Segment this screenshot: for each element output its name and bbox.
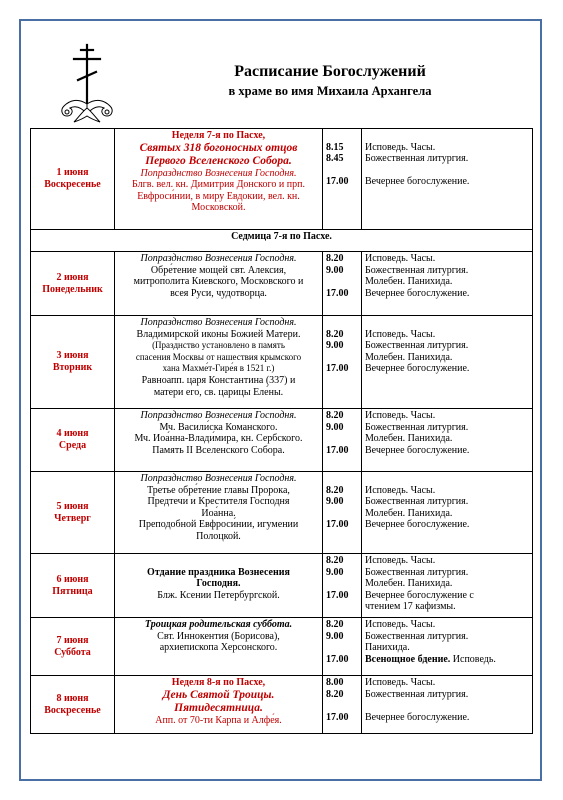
day-row [31, 252, 533, 316]
feast-line: Неделя 8-я по Пасхе, [171, 677, 266, 688]
services-cell [362, 676, 533, 734]
feast-line: Предтечи и Крестителя Господня [147, 496, 290, 508]
service-time [326, 508, 358, 520]
service-name: Вечернее богослужение. [365, 519, 470, 531]
feast-cell [115, 252, 323, 316]
service-time: 17.00 [326, 589, 349, 601]
week-divider-row [31, 230, 533, 252]
date-label: 8 июня [56, 692, 89, 704]
service-name: Вечернее богослужение. [365, 363, 470, 375]
service-time: 8.20 [326, 484, 344, 496]
service-time [326, 473, 358, 485]
weekday-label: Среда [58, 440, 87, 451]
service-name-bold: Всенощное бдение. [365, 653, 451, 665]
feast-line: Попразднство Вознесения Господня. [140, 317, 297, 328]
times-cell [323, 129, 362, 230]
feast-line: Евфроси́нии, в миру Евдокии, вел. кн. [137, 190, 300, 202]
service-name: Божественная литургия. [365, 153, 469, 165]
feast-line: Неделя 7-я по Пасхе, [171, 130, 266, 141]
feast-line: Мч. Иоа́нна-Влади́мира, кн. Сербского. [134, 433, 303, 445]
service-name: Вечернее богослужение. [365, 287, 470, 299]
service-name [365, 473, 529, 485]
services-cell [362, 554, 533, 618]
service-time [326, 130, 358, 142]
page-subtitle: в храме во имя Михаила Архангела [228, 84, 432, 98]
feast-line: Первого Вселенского Собора. [145, 154, 292, 167]
times-cell [323, 676, 362, 734]
feast-line: спасения Москвы от нашествия крымского [135, 351, 302, 362]
date-label: 3 июня [56, 350, 89, 362]
date-cell [31, 676, 115, 734]
feast-line: День Святой Троицы. [162, 688, 275, 701]
service-name: Молебен. Панихида. [365, 276, 453, 288]
times-cell [323, 618, 362, 676]
service-time: 8.20 [326, 619, 344, 630]
feast-cell [115, 554, 323, 618]
weekday-label: Воскресенье [44, 179, 101, 190]
feast-line: Московской. [191, 202, 246, 214]
date-cell [31, 129, 115, 230]
service-name [365, 654, 529, 666]
feast-line [118, 555, 319, 567]
feast-line: матери его, св. царицы Еле́ны. [153, 386, 284, 398]
services-cell [362, 129, 533, 230]
feast-line: Иоа́нна. [201, 507, 236, 519]
feast-line: Попразднство Вознесения Господня. [140, 473, 297, 484]
service-time: 9.00 [326, 340, 344, 352]
day-row [31, 618, 533, 676]
feast-line: Апп. от 70-ти Карпа и Алфе́я. [155, 714, 282, 726]
date-cell [31, 554, 115, 618]
service-time: 9.00 [326, 496, 344, 508]
weekday-label: Четверг [54, 512, 91, 524]
times-cell [323, 316, 362, 409]
feast-line: Мч. Васили́ска Команского. [159, 421, 278, 433]
feast-line: Отдание праздника Вознесения [147, 566, 290, 578]
feast-line: Третье обре́тение главы Пророка, [147, 484, 290, 496]
service-name: Божественная литургия. [365, 688, 469, 700]
service-time: 8.00 [326, 677, 344, 688]
service-name: Божественная литургия. [365, 630, 469, 642]
service-name: Исповедь. Часы. [365, 141, 436, 153]
orthodox-cross-icon [48, 42, 126, 126]
service-name: Божественная литургия. [365, 566, 469, 578]
service-name [365, 130, 529, 142]
service-time: 9.00 [326, 630, 344, 642]
service-name [365, 165, 529, 177]
service-name: Молебен. Панихида. [365, 433, 453, 445]
feast-line: Попразднство Вознесения Господня. [140, 167, 297, 179]
feast-line: Равноапп. царя Константина (337) и [141, 374, 296, 386]
service-time: 9.00 [326, 421, 344, 433]
service-time: 17.00 [326, 176, 349, 188]
date-label: 1 июня [56, 167, 89, 179]
feast-line: Святых 318 богоносных отцов [139, 141, 298, 154]
service-time: 8.45 [326, 153, 344, 165]
service-time: 17.00 [326, 363, 349, 375]
service-name: Исповедь. Часы. [365, 484, 436, 496]
weekday-label: Пятница [52, 585, 93, 597]
feast-line: митрополита Киевского, Московского и [133, 276, 304, 288]
services-cell [362, 252, 533, 316]
service-time: 8.20 [326, 253, 344, 264]
day-row [31, 409, 533, 472]
service-time: 17.00 [326, 711, 349, 723]
times-cell [323, 252, 362, 316]
date-label: 5 июня [56, 500, 89, 512]
feast-line: Блгв. вел. кн. Димитрия Донского и прп. [132, 179, 305, 191]
service-time: 17.00 [326, 653, 349, 665]
service-time: 17.00 [326, 287, 349, 299]
feast-line: Пятидесятница. [174, 701, 263, 714]
day-row [31, 472, 533, 554]
service-name: Исповедь. Часы. [365, 410, 436, 421]
week-divider: Седмица 7-я по Пасхе. [31, 230, 533, 252]
weekday-label: Суббота [54, 646, 91, 658]
date-cell [31, 472, 115, 554]
services-cell [362, 472, 533, 554]
service-name: Исповедь. Часы. [365, 619, 436, 630]
service-name: Исповедь. Часы. [365, 253, 436, 264]
weekday-label: Вторник [52, 362, 93, 373]
feast-line: (Празднство установлено в память [152, 340, 285, 351]
feast-cell [115, 676, 323, 734]
feast-line: Попразднство Вознесения Господня. [140, 410, 297, 421]
service-name: чтением 17 кафизмы. [365, 601, 456, 613]
service-time [326, 317, 358, 329]
feast-line: Преподобной Евфроси́нии, игумении [138, 519, 299, 531]
date-cell [31, 409, 115, 472]
service-time [326, 352, 358, 364]
feast-line: всея Руси, чудотворца. [170, 287, 267, 299]
service-time: 17.00 [326, 444, 349, 456]
feast-line: Обре́тение мощей свт. Алексия, [150, 264, 287, 276]
feast-cell [115, 409, 323, 472]
date-cell [31, 618, 115, 676]
feast-line: хана Махме́т-Гире́я в 1521 г.) [162, 363, 275, 374]
service-name: Божественная литургия. [365, 421, 469, 433]
feast-cell [115, 472, 323, 554]
service-time [326, 276, 358, 288]
services-cell [362, 316, 533, 409]
service-name: Молебен. Панихида. [365, 351, 453, 363]
feast-line: Троицкая родительская суббота. [144, 619, 293, 630]
service-time: 8.20 [326, 328, 344, 340]
service-time: 8.20 [326, 410, 344, 421]
service-name: Божественная литургия. [365, 496, 469, 508]
times-cell [323, 472, 362, 554]
schedule-table [30, 128, 533, 734]
service-name: Вечернее богослужение. [365, 176, 470, 188]
feast-line: Свт. Иннокентия (Борисова), [157, 630, 280, 642]
service-time [326, 165, 358, 177]
feast-line: архиепископа Херсонского. [159, 642, 278, 654]
service-time [326, 578, 358, 590]
service-name: Исповедь. Часы. [365, 677, 436, 688]
feast-line: Господня. [196, 578, 241, 590]
service-time: 8.20 [326, 688, 344, 700]
page-title: Расписание Богослужений [234, 63, 426, 80]
weekday-label: Воскресенье [44, 704, 101, 716]
service-time: 8.20 [326, 555, 344, 566]
times-cell [323, 409, 362, 472]
service-time: 9.00 [326, 566, 344, 578]
services-cell [362, 409, 533, 472]
day-row [31, 129, 533, 230]
service-name: Вечернее богослужение с [365, 589, 474, 601]
feast-line: Полоцкой. [196, 530, 241, 542]
feast-line: Владимирской иконы Божией Матери. [136, 328, 301, 340]
date-cell [31, 316, 115, 409]
service-name: Панихида. [365, 642, 410, 654]
service-name: Божественная литургия. [365, 264, 469, 276]
service-name: Молебен. Панихида. [365, 507, 453, 519]
service-time [326, 433, 358, 445]
date-label: 2 июня [56, 271, 89, 283]
service-name: Молебен. Панихида. [365, 578, 453, 590]
service-time [326, 700, 358, 712]
service-name: Вечернее богослужение. [365, 444, 470, 456]
day-row [31, 676, 533, 734]
service-name-rest: Исповедь. [450, 653, 496, 665]
service-name: Исповедь. Часы. [365, 328, 436, 340]
service-name: Вечернее богослужение. [365, 711, 470, 723]
date-label: 6 июня [56, 573, 89, 585]
service-name [365, 317, 529, 329]
service-time: 9.00 [326, 264, 344, 276]
service-time: 17.00 [326, 519, 349, 531]
feast-cell [115, 129, 323, 230]
date-cell [31, 252, 115, 316]
service-name: Божественная литургия. [365, 340, 469, 352]
feast-cell [115, 316, 323, 409]
service-time [326, 642, 358, 654]
date-label: 4 июня [56, 428, 89, 440]
services-cell [362, 618, 533, 676]
feast-cell [115, 618, 323, 676]
weekday-label: Понедельник [42, 283, 103, 295]
feast-line: Блж. Ксении Петербургской. [157, 589, 280, 601]
service-name [365, 700, 529, 712]
day-row [31, 554, 533, 618]
times-cell [323, 554, 362, 618]
day-row [31, 316, 533, 409]
service-name: Исповедь. Часы. [365, 555, 436, 566]
feast-line: Попразднство Вознесения Господня. [140, 253, 297, 264]
date-label: 7 июня [56, 634, 89, 646]
feast-line: Память II Вселенского Собора. [152, 444, 285, 456]
service-time: 8.15 [326, 141, 344, 153]
